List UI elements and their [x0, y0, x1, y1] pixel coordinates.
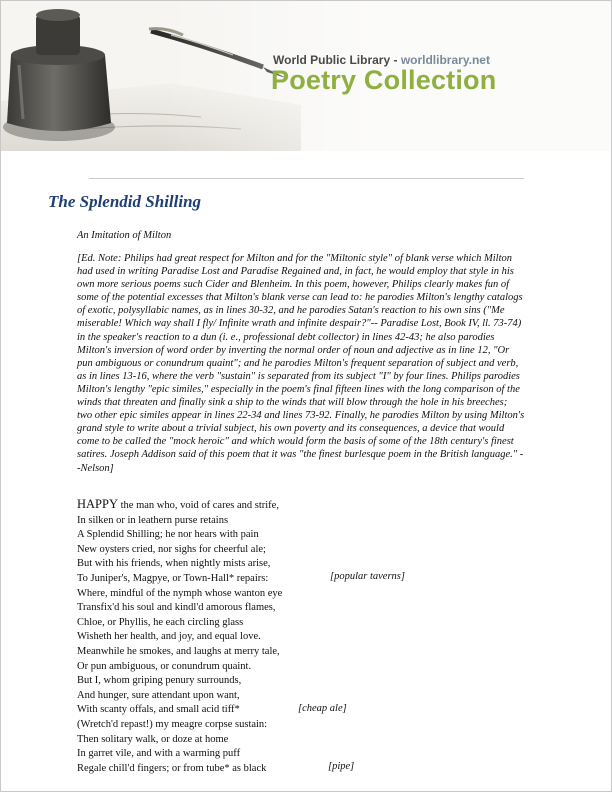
editor-note: [77, 252, 605, 475]
poem-line: New oysters cried, nor sighs for cheerful ale;: [77, 543, 266, 555]
note-line: Milton's lengthy "epic similes," especially in the poem's final fifteen lines with the long comparison of the: [77, 383, 520, 395]
note-line: own more serious poems such Cider and Blenheim. In this poem, however, Philips clearly makes fun of: [77, 279, 510, 291]
note-line: satires. Joseph Addison said of this poem that it was "the finest burlesque poem in the British language." -: [77, 449, 524, 461]
divider: [89, 178, 524, 179]
note-line: of exotic, polysyllabic names, as in lines 30-32, and he parodies Satan's reaction to his own sins ("Me: [77, 305, 505, 317]
poem-line: Then solitary walk, or doze at home: [77, 733, 229, 745]
poem-line: And hunger, sure attendant upon want,: [77, 689, 240, 701]
header-banner: [1, 1, 611, 151]
site-separator: -: [390, 53, 401, 67]
note-line: as in lines 13-16, where the verb "sustain" is separated from its subject "I" by four lines. Philips parodies: [77, 370, 520, 382]
poem-body: [77, 497, 597, 776]
poem-line-text: the man who, void of cares and strife,: [118, 500, 279, 511]
note-line: grand style to write about a trivial subject, his own poverty and its consequences, a device that would: [77, 423, 505, 435]
note-line: Milton's inversion of word order by inverting the normal order of noun and adjective as in line 12, "Or: [77, 344, 510, 356]
poem-line: Chloe, or Phyllis, he each circling glass: [77, 616, 244, 628]
site-name: World Public Library: [273, 53, 391, 67]
note-line: -Nelson]: [77, 462, 114, 474]
poem-line: [77, 497, 597, 514]
poem-line: Where, mindful of the nymph whose wanton eye: [77, 587, 283, 599]
poem-line: To Juniper's, Magpye, or Town-Hall* repairs:: [77, 572, 269, 584]
note-line: some of the potential excesses that Milton's blank verse can lead to: he parodies Milton's lengthy catalogs: [77, 292, 523, 304]
poem-line: Meanwhile he smokes, and laughs at merry tale,: [77, 645, 280, 657]
poem-line: In garret vile, and with a warming puff: [77, 748, 241, 760]
poem-line: Wisheth her health, and joy, and equal love.: [77, 631, 261, 643]
poem-line: (Wretch'd repast!) my meagre corpse sustain:: [77, 718, 268, 730]
gloss-popular-taverns: [popular taverns]: [330, 571, 405, 582]
site-url: worldlibrary.net: [400, 53, 490, 67]
gloss-pipe: [pipe]: [328, 761, 355, 772]
note-line: pun ambiguous or conundrum quaint"; and he parodies Milton's frequent separation of subject and verb,: [77, 357, 519, 369]
gloss-cheap-ale: [cheap ale]: [298, 703, 347, 714]
note-line: miserable! Which way shall I fly/ Infinite wrath and infinite despair?"-- Paradise Lost, Book IV, ll. 73-74): [77, 318, 522, 330]
note-line: come to be called the "mock heroic" and which would form the basis of some of the 18th century's finest: [77, 436, 514, 448]
poem-subtitle: An Imitation of Milton: [77, 230, 172, 241]
poem-cap-word: HAPPY: [77, 497, 118, 511]
note-line: [Ed. Note: Philips had great respect for Milton and for the "Miltonic style" of blank verse which Milton: [77, 253, 512, 264]
note-line: winds that threaten and finally sink a ship to the winds that will blow through the hole in his breeches;: [77, 397, 508, 409]
poem-line: But with his friends, when nightly mists arise,: [77, 558, 271, 570]
poem-line: A Splendid Shilling; he nor hears with pain: [77, 529, 259, 541]
poem-line: But I, whom griping penury surrounds,: [77, 675, 242, 687]
poem-line: Or pun ambiguous, or conundrum quaint.: [77, 660, 252, 672]
poem-line: Transfix'd his soul and kindl'd amorous flames,: [77, 602, 276, 614]
poem-line: With scanty offals, and small acid tiff*: [77, 704, 240, 716]
poem-title: The Splendid Shilling: [48, 192, 202, 211]
note-line: two other epic similes appear in lines 22-34 and lines 73-92. Finally, he parodies Milton by using Milton's: [77, 410, 525, 422]
poem-line: Regale chill'd fingers; or from tube* as black: [77, 762, 267, 774]
note-line: in the speaker's reaction to a dun (i. e., professional debt collector) in lines 42-43; he also parodies: [77, 331, 495, 343]
note-line: had used in writing Paradise Lost and Paradise Regained and, in fact, he would employ that style in his: [77, 266, 514, 278]
collection-title: Poetry Collection: [271, 65, 497, 95]
poem-line: In silken or in leathern purse retains: [77, 514, 229, 526]
